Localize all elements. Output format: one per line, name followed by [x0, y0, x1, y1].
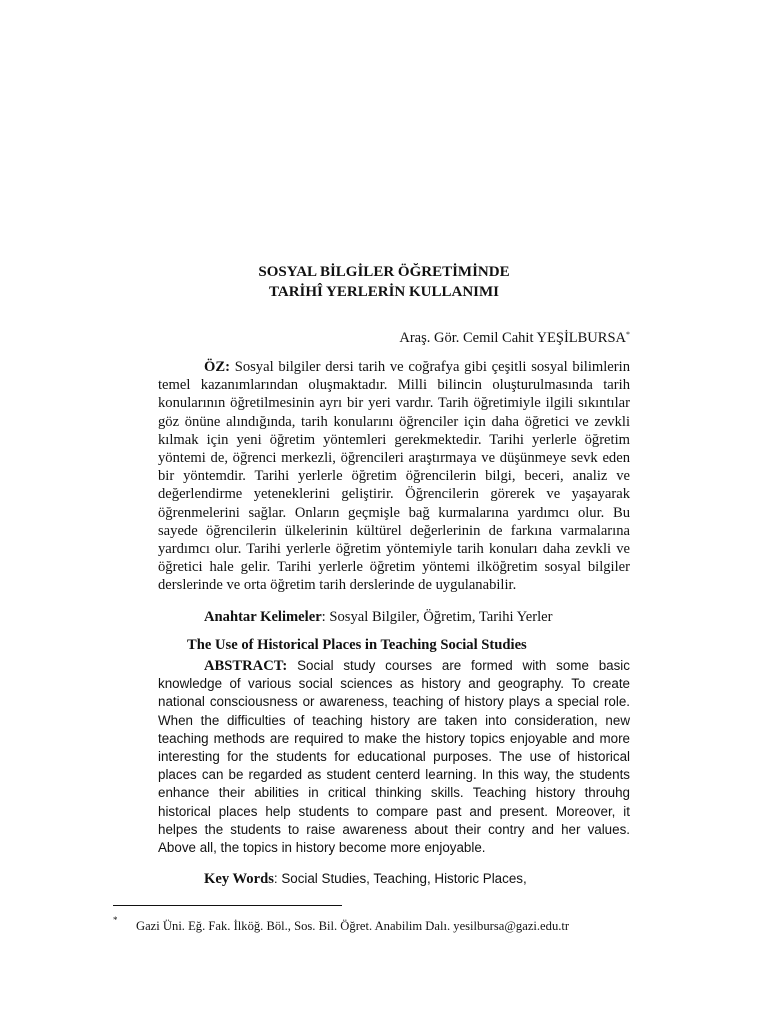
anahtar-kelimeler-text: : Sosyal Bilgiler, Öğretim, Tarihi Yerler [321, 609, 553, 625]
key-words-label: Key Words [204, 871, 274, 887]
abstract-text: Social study courses are formed with some basic knowledge of various social sciences as history and geography. To create national consciousness or awareness, teaching of history plays a special role. When the difficulties of teaching history are taken into consideration, new teaching methods are required to make the history topics enjoyable and more interesting for the students for educational purposes. The use of historical places can be regarded as student centerd learning. In this way, the students enhance their abilities in critical thinking skills. Teaching history throuhg historical places help students to compare past and present. Moreover, it helpes the students to raise awareness about their contry and her values. Above all, the topics in history become more enjoyable. [158, 658, 630, 856]
oz-text: Sosyal bilgiler dersi tarih ve coğrafya gibi çeşitli sosyal bilimlerin temel kazanımlarından oluşmaktadır. Milli bilincin oluşturulmasında tarih konularının öğretilmesinin ayrı bir yeri vardır. Tarih öğretimiyle ilgili sıkıntılar göz önüne alındığında, tarih konularını öğrenciler için daha öğretici ve zevkli kılmak için yeni öğretim yöntemleri gerekmektedir. Tarihi yerlerle öğretim yöntemi de, öğrenci merkezli, öğrencileri araştırmaya ve düşünmeye sevk eden bir yöntemdir. Tarihi yerlerle öğretim öğrencilerin bilgi, beceri, analiz ve değerlendirme yeteneklerini geliştirir. Öğrencilerin görerek ve yaşayarak öğrenmelerini sağlar. Onların geçmişle bağ kurmalarına yardımcı olur. Bu sayede öğrencilerin ülkelerinin kültürel değerlerinin de farkına varmalarına yardımcı olur. Tarihi yerlerle öğretim yöntemiyle tarih konuları daha zevkli ve öğretici hale gelir. Tarihi yerlerle öğretim yöntemi ilköğretim sosyal bilgiler derslerinde ve orta öğretim tarih derslerinde de uygulanabilir. [158, 359, 630, 594]
abstract-label: ABSTRACT: [204, 658, 288, 674]
article-title-line-1: SOSYAL BİLGİLER ÖĞRETİMİNDE [258, 264, 510, 280]
abstract-paragraph [158, 657, 630, 857]
author-name: Araş. Gör. Cemil Cahit YEŞİLBURSA [399, 330, 626, 346]
footnote-text: Gazi Üni. Eğ. Fak. İlköğ. Böl., Sos. Bil. Öğret. Anabilim Dalı. yesilbursa@gazi.edu.tr [136, 919, 570, 933]
anahtar-kelimeler-label: Anahtar Kelimeler [204, 609, 322, 625]
anahtar-kelimeler [158, 608, 630, 626]
author-footnote-marker: * [626, 330, 630, 339]
oz-label: ÖZ: [204, 359, 230, 375]
article-title-line-2: TARİHÎ YERLERİN KULLANIMI [268, 284, 500, 300]
footnote-divider [113, 905, 342, 906]
oz-paragraph [158, 358, 630, 595]
english-title: The Use of Historical Places in Teaching Social Studies [187, 637, 527, 653]
key-words [158, 870, 630, 888]
key-words-text: : Social Studies, Teaching, Historic Places, [273, 871, 527, 886]
author-line [399, 329, 630, 347]
footnote-marker: * [113, 915, 118, 925]
